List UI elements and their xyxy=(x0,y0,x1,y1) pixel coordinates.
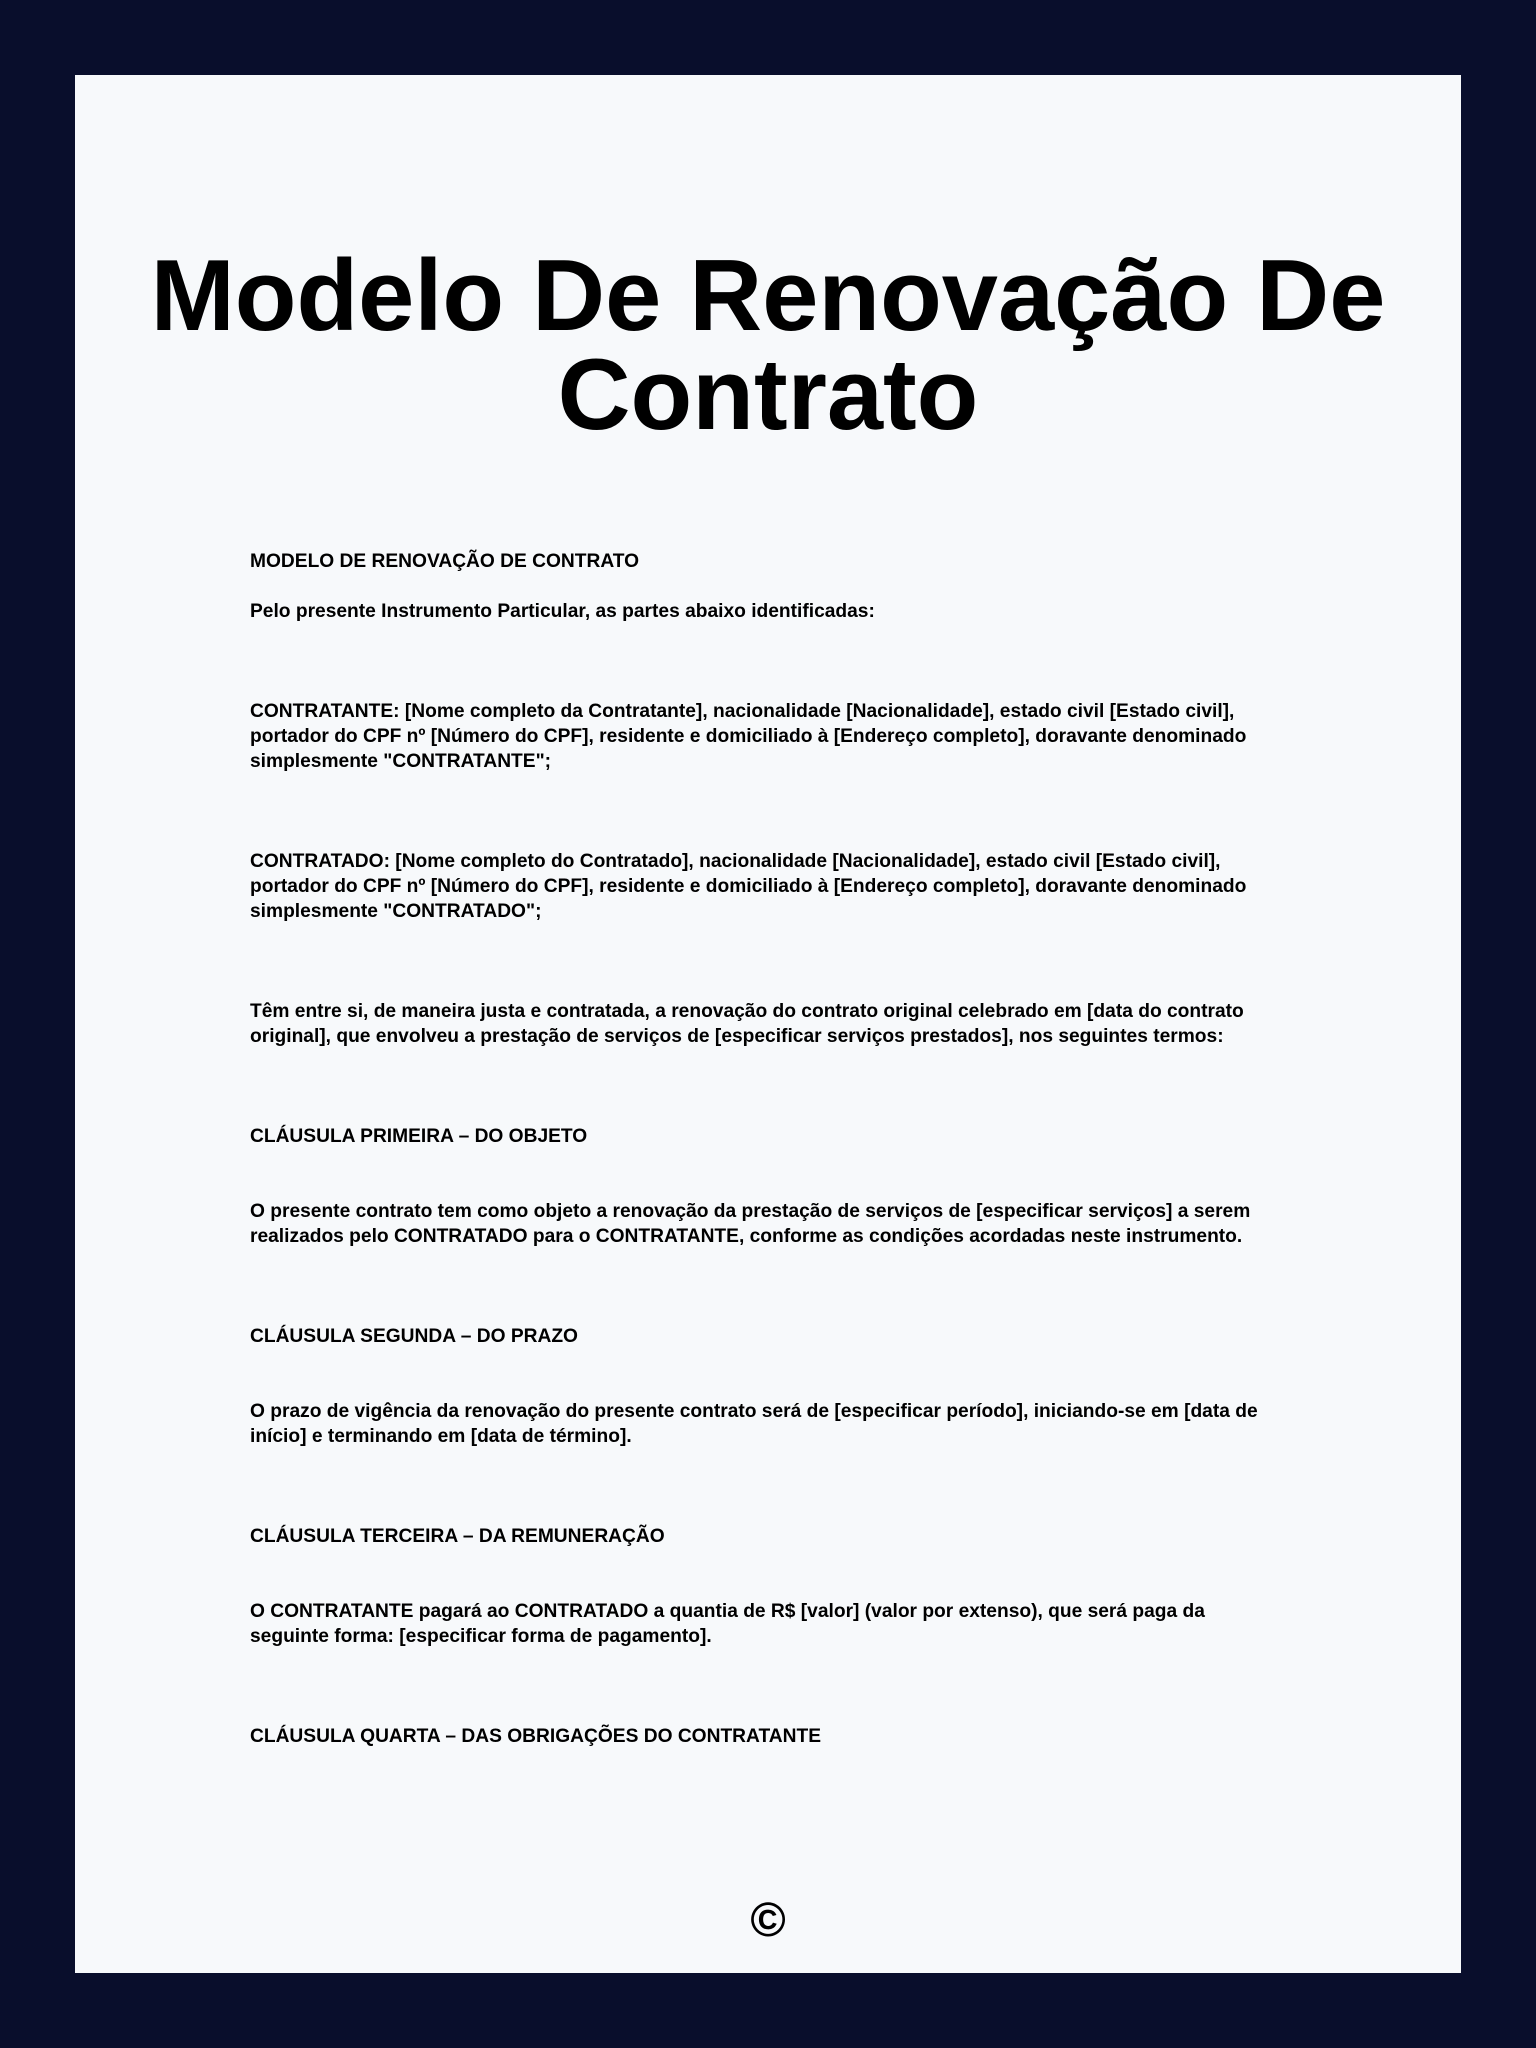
document-title: Modelo De Renovação De Contrato xyxy=(150,240,1386,451)
clause-1-title: CLÁUSULA PRIMEIRA – DO OBJETO xyxy=(250,1126,588,1147)
clause-3-text: O CONTRATANTE pagará ao CONTRATADO a quantia de R$ [valor] (valor por extenso), que será paga da seguinte forma: [especificar forma de pagamento]. xyxy=(250,1601,1205,1647)
clause-2-text: O prazo de vigência da renovação do presente contrato será de [especificar período], iniciando-se em [data de início] e terminando em [data de término]. xyxy=(250,1401,1258,1447)
clause-4-title: CLÁUSULA QUARTA – DAS OBRIGAÇÕES DO CONTRATANTE xyxy=(250,1726,821,1747)
agreement-paragraph: Têm entre si, de maneira justa e contratada, a renovação do contrato original celebrado em [data do contrato original], que envolveu a prestação de serviços de [especificar serviços prestados], nos seguintes termos: xyxy=(250,1001,1244,1047)
contratado-paragraph: CONTRATADO: [Nome completo do Contratado], nacionalidade [Nacionalidade], estado civil [Estado civil], portador do CPF nº [Número do CPF], residente e domiciliado à [Endereço completo], doravante denominado simplesmente "CONTRATADO"; xyxy=(250,851,1247,922)
copyright-icon: © xyxy=(750,1894,786,1947)
document-page xyxy=(75,75,1461,1973)
document-heading: MODELO DE RENOVAÇÃO DE CONTRATO xyxy=(250,551,640,572)
clause-1-text: O presente contrato tem como objeto a renovação da prestação de serviços de [especificar serviços] a serem realizados pelo CONTRATADO para o CONTRATANTE, conforme as condições acordadas neste instrumento. xyxy=(250,1201,1251,1247)
clause-3-title: CLÁUSULA TERCEIRA – DA REMUNERAÇÃO xyxy=(250,1526,665,1547)
clause-2-title: CLÁUSULA SEGUNDA – DO PRAZO xyxy=(250,1326,578,1347)
document-body xyxy=(250,549,1286,1749)
contratante-paragraph: CONTRATANTE: [Nome completo da Contratante], nacionalidade [Nacionalidade], estado civil [Estado civil], portador do CPF nº [Número do CPF], residente e domiciliado à [Endereço completo], doravante denominado simplesmente "CONTRATANTE"; xyxy=(250,701,1247,772)
intro-paragraph: Pelo presente Instrumento Particular, as partes abaixo identificadas: xyxy=(250,601,875,622)
